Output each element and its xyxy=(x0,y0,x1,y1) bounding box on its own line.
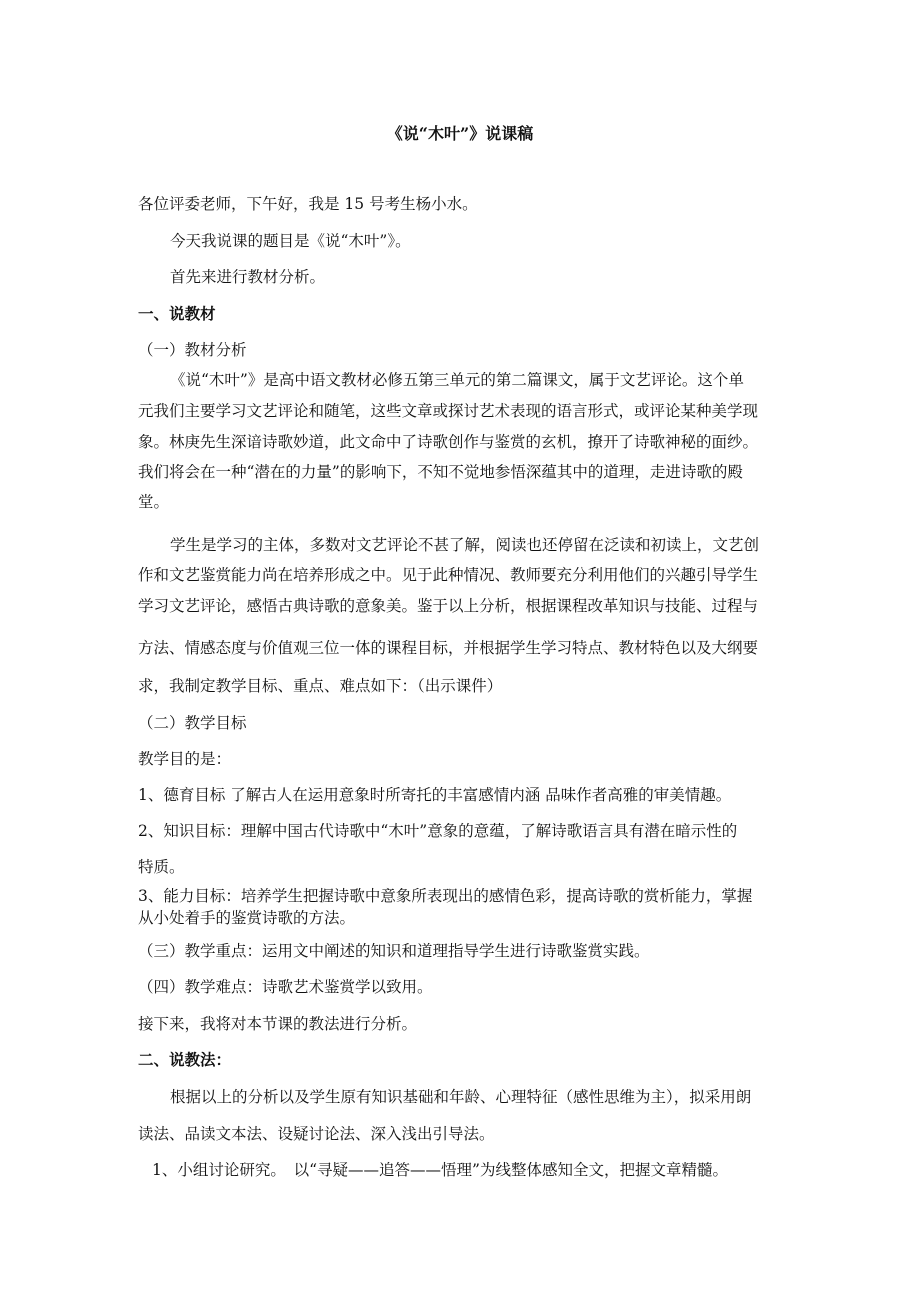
page-title: 《说“木叶”》说课稿 xyxy=(386,124,534,143)
subsection-heading: （二）教学目标 xyxy=(138,714,247,732)
paragraph-line: 根据以上的分析以及学生原有知识基础和年龄、心理特征（感性思维为主），拟采用朗 xyxy=(170,1088,752,1106)
paragraph-line: 今天我说课的题目是《说“木叶”》。 xyxy=(170,232,411,250)
paragraph-line: 读法、品读文本法、设疑讨论法、深入浅出引导法。 xyxy=(138,1125,495,1143)
paragraph-line: 教学目的是： xyxy=(138,750,232,768)
paragraph-line: 《说“木叶”》是高中语文教材必修五第三单元的第二篇课文，属于文艺评论。这个单 xyxy=(170,371,744,389)
subsection-heading: （四）教学难点：诗歌艺术鉴赏学以致用。 xyxy=(138,978,433,996)
subsection-heading: （三）教学重点：运用文中阐述的知识和道理指导学生进行诗歌鉴赏实践。 xyxy=(138,942,650,960)
list-item: 1、小组讨论研究。 以“寻疑——追答——悟理”为线整体感知全文，把握文章精髓。 xyxy=(152,1161,728,1179)
section-heading: 一、说教材 xyxy=(138,304,216,323)
list-item: 1、德育目标 了解古人在运用意象时所寄托的丰富感情内涵 品味作者高雅的审美情趣。 xyxy=(138,786,732,804)
list-item: 特质。 xyxy=(138,858,185,876)
list-item: 2、知识目标：理解中国古代诗歌中“木叶”意象的意蕴，了解诗歌语言具有潜在暗示性的 xyxy=(138,822,738,840)
paragraph-line: 首先来进行教材分析。 xyxy=(170,268,326,286)
paragraph-line: 学生是学习的主体，多数对文艺评论不甚了解，阅读也还停留在泛读和初读上，文艺创 xyxy=(170,536,760,554)
paragraph-line: 接下来，我将对本节课的教法进行分析。 xyxy=(138,1015,418,1033)
section-heading: 二、说教法： xyxy=(138,1050,232,1069)
paragraph-line: 我们将会在一种“潜在的力量”的影响下，不知不觉地参悟深蕴其中的道理，走进诗歌的殿 xyxy=(138,463,743,481)
paragraph-line: 元我们主要学习文艺评论和随笔，这些文章或探讨艺术表现的语言形式，或评论某种美学现 xyxy=(138,402,759,420)
paragraph-line: 学习文艺评论，感悟古典诗歌的意象美。鉴于以上分析，根据课程改革知识与技能、过程与 xyxy=(138,597,759,615)
paragraph-line: 方法、情感态度与价值观三位一体的课程目标，并根据学生学习特点、教材特色以及大纲要 xyxy=(138,639,759,657)
paragraph-line: 各位评委老师，下午好，我是 15 号考生杨小水。 xyxy=(138,195,478,213)
list-item: 3、能力目标：培养学生把握诗歌中意象所表现出的感情色彩，提高诗歌的赏析能力，掌握 xyxy=(138,887,753,905)
subsection-heading: （一）教材分析 xyxy=(138,341,247,359)
paragraph-line: 象。林庚先生深谙诗歌妙道，此文命中了诗歌创作与鉴赏的玄机，撩开了诗歌神秘的面纱。 xyxy=(138,433,759,451)
paragraph-line: 作和文艺鉴赏能力尚在培养形成之中。见于此种情况、教师要充分利用他们的兴趣引导学生 xyxy=(138,566,759,584)
list-item: 从小处着手的鉴赏诗歌的方法。 xyxy=(138,909,356,927)
paragraph-line: 堂。 xyxy=(138,493,170,511)
paragraph-line: 求，我制定教学目标、重点、难点如下：（出示课件） xyxy=(138,677,503,695)
